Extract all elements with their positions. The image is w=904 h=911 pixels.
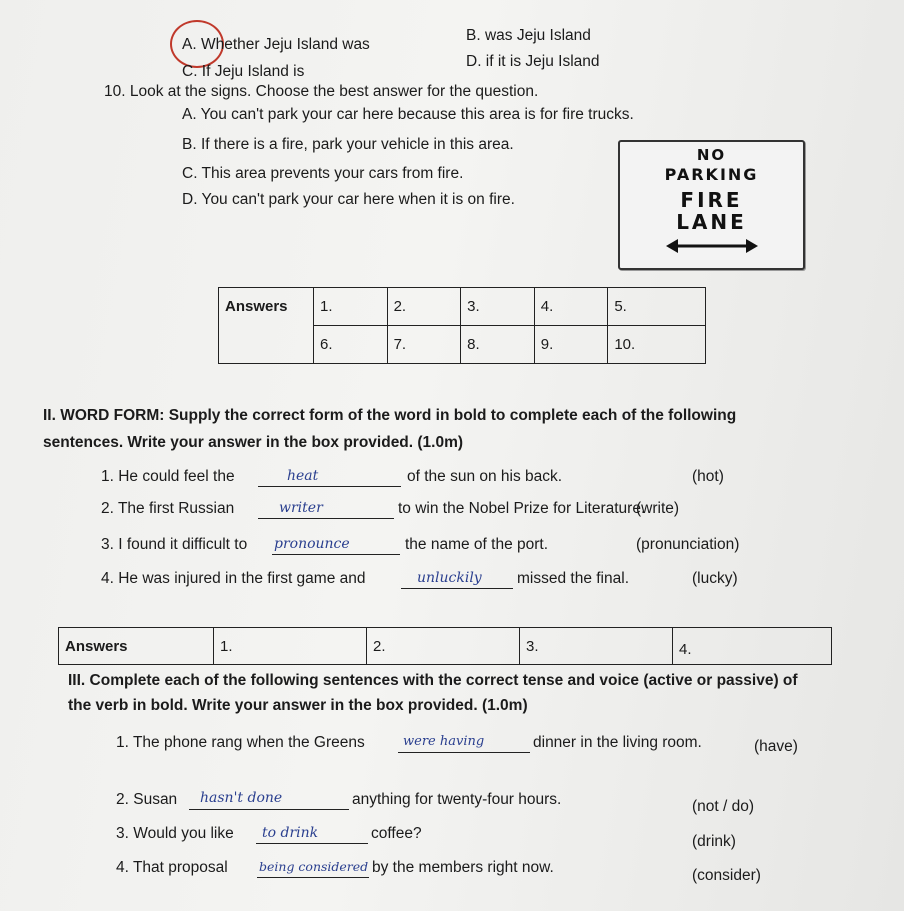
answer-cell[interactable]: 1. (314, 288, 388, 326)
s3-item2-blank[interactable] (189, 809, 349, 810)
s2-item3-answer: pronounce (274, 536, 350, 552)
sign-line-3: FIRE (680, 188, 743, 212)
answer-cell[interactable]: 8. (461, 326, 535, 364)
double-arrow-icon (666, 238, 758, 254)
q9-option-c: C. If Jeju Island is (182, 63, 305, 80)
answers-label: Answers (59, 628, 214, 665)
s3-item3-cue: (drink) (692, 833, 736, 850)
s2-item1-cue: (hot) (692, 468, 724, 485)
s3-item4-blank[interactable] (257, 877, 369, 878)
s3-item2-after: anything for twenty-four hours. (352, 791, 562, 808)
answer-cell[interactable]: 2. (387, 288, 461, 326)
s3-item1-before: 1. The phone rang when the Greens (116, 734, 365, 751)
s2-item2-blank[interactable] (258, 518, 394, 519)
s2-item4-answer: unluckily (417, 570, 482, 586)
s3-item3-after: coffee? (371, 825, 422, 842)
answer-cell[interactable]: 9. (534, 326, 608, 364)
q10-option-b: B. If there is a fire, park your vehicle in this area. (182, 136, 514, 153)
s2-item3-before: 3. I found it difficult to (101, 536, 248, 553)
s2-item2-after: to win the Nobel Prize for Literature. (398, 500, 646, 517)
no-parking-fire-lane-sign (618, 140, 805, 270)
answer-cell[interactable]: 4. (534, 288, 608, 326)
s3-item2-answer: hasn't done (200, 790, 283, 806)
answer-cell[interactable]: 10. (608, 326, 706, 364)
s3-item4-cue: (consider) (692, 867, 761, 884)
section3-heading-line2: the verb in bold. Write your answer in the box provided. (1.0m) (68, 697, 528, 714)
s2-item1-blank[interactable] (258, 486, 401, 487)
q9-option-b: B. was Jeju Island (466, 27, 591, 44)
s2-item1-answer: heat (287, 468, 319, 484)
answer-cell[interactable]: 3. (461, 288, 535, 326)
q10-option-c: C. This area prevents your cars from fire. (182, 165, 464, 182)
s3-item4-after: by the members right now. (372, 859, 554, 876)
section2-heading-line1: II. WORD FORM: Supply the correct form of the word in bold to complete each of the following (43, 407, 737, 424)
s2-item2-before: 2. The first Russian (101, 500, 235, 517)
answer-table-part1 (218, 287, 706, 364)
q10-option-a: A. You can't park your car here because this area is for fire trucks. (182, 106, 634, 123)
s2-item4-after: missed the final. (517, 570, 629, 587)
answers-label: Answers (219, 288, 314, 364)
sign-line-2: PARKING (664, 165, 759, 184)
s2-item1-after: of the sun on his back. (407, 468, 563, 485)
s3-item3-answer: to drink (262, 825, 319, 841)
answer-cell[interactable]: 6. (314, 326, 388, 364)
section2-heading-line2: sentences. Write your answer in the box provided. (1.0m) (43, 434, 464, 451)
s3-item3-before: 3. Would you like (116, 825, 234, 842)
answer-cell[interactable]: 2. (367, 628, 520, 665)
s3-item2-cue: (not / do) (692, 798, 755, 815)
q10-option-d: D. You can't park your car here when it is on fire. (182, 191, 515, 208)
section3-heading-line1: III. Complete each of the following sentences with the correct tense and voice (active or passive) of (68, 672, 798, 689)
answer-cell[interactable]: 5. (608, 288, 706, 326)
answer-cell[interactable]: 4. (673, 628, 832, 665)
s3-item1-cue: (have) (754, 738, 798, 755)
s3-item1-blank[interactable] (398, 752, 530, 753)
s2-item3-after: the name of the port. (405, 536, 549, 553)
q10-question: 10. Look at the signs. Choose the best answer for the question. (104, 83, 539, 100)
q9-option-a: A. Whether Jeju Island was (182, 36, 370, 53)
q9-option-d: D. if it is Jeju Island (466, 53, 600, 70)
s3-item2-before: 2. Susan (116, 791, 178, 808)
s2-item1-before: 1. He could feel the (101, 468, 235, 485)
answer-cell[interactable]: 7. (387, 326, 461, 364)
sign-line-4: LANE (676, 210, 747, 234)
s2-item4-blank[interactable] (401, 588, 513, 589)
answer-cell[interactable]: 3. (520, 628, 673, 665)
s2-item3-cue: (pronunciation) (636, 536, 740, 553)
answer-cell[interactable]: 1. (214, 628, 367, 665)
s2-item2-cue: (write) (636, 500, 680, 517)
s3-item4-before: 4. That proposal (116, 859, 228, 876)
s2-item4-cue: (lucky) (692, 570, 738, 587)
s2-item3-blank[interactable] (272, 554, 400, 555)
s3-item1-after: dinner in the living room. (533, 734, 702, 751)
s3-item4-answer: being considered (259, 859, 369, 874)
s3-item1-answer: were having (403, 734, 485, 749)
s2-item4-before: 4. He was injured in the first game and (101, 570, 366, 587)
answer-table-part2 (58, 627, 832, 665)
s3-item3-blank[interactable] (256, 843, 368, 844)
sign-line-1: NO (696, 146, 727, 164)
s2-item2-answer: writer (279, 500, 323, 516)
